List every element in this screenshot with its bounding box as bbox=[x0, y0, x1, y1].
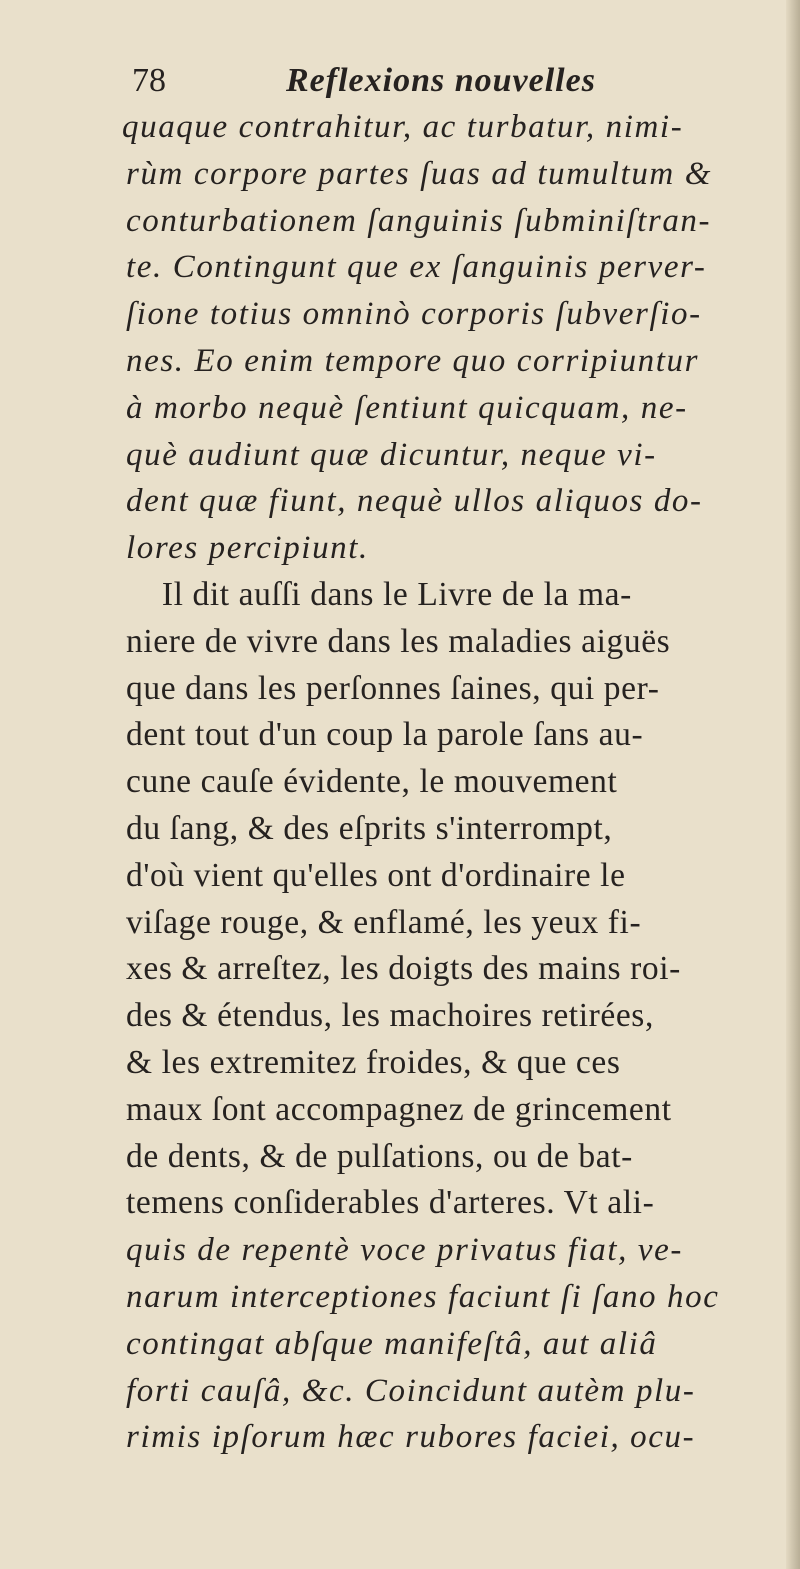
text-line: ſione totius omninò corporis ſubverſio- bbox=[126, 296, 702, 333]
text-line: des & étendus, les machoires retirées, bbox=[126, 997, 654, 1035]
text-line: quaque contrahitur, ac turbatur, nimi- bbox=[122, 109, 684, 145]
text-line: cune cauſe évidente, le mouvement bbox=[126, 763, 618, 801]
paragraph-start-line: Il dit auſſi dans le Livre de la ma- bbox=[126, 575, 632, 613]
body-text bbox=[120, 104, 795, 1461]
text-line: que dans les perſonnes ſaines, qui per- bbox=[126, 669, 660, 707]
text-line: temens conſiderables d'arteres. Vt ali- bbox=[126, 1184, 655, 1222]
text-line: te. Contingunt que ex ſanguinis perver- bbox=[126, 249, 707, 286]
text-line: forti cauſâ, &c. Coincidunt autèm plu- bbox=[126, 1372, 696, 1409]
text-line: dent tout d'un coup la parole ſans au- bbox=[126, 716, 644, 754]
text-line: viſage rouge, & enflamé, les yeux fi- bbox=[126, 903, 642, 941]
text-line: à morbo nequè ſentiunt quicquam, ne- bbox=[126, 389, 688, 426]
text-line: & les extremitez froides, & que ces bbox=[126, 1043, 621, 1081]
text-line: du ſang, & des eſprits s'interrompt, bbox=[126, 809, 613, 847]
text-line: conturbationem ſanguinis ſubminiſtran- bbox=[126, 202, 712, 239]
text-line: què audiunt quæ dicuntur, neque vi- bbox=[126, 436, 657, 473]
text-line: de dents, & de pulſations, ou de bat- bbox=[126, 1137, 633, 1175]
text-line: quis de repentè voce privatus fiat, ve- bbox=[126, 1232, 683, 1269]
text-line: narum interceptiones faciunt ſi ſano hoc bbox=[126, 1278, 720, 1315]
text-line: niere de vivre dans les maladies aiguës bbox=[126, 622, 671, 660]
running-title: Reflexions nouvelles bbox=[286, 62, 596, 99]
page-header bbox=[132, 58, 772, 104]
text-line: lores percipiunt. bbox=[126, 530, 369, 567]
text-line: maux ſont accompagnez de grincement bbox=[126, 1090, 672, 1128]
text-line: rimis ipſorum hæc rubores faciei, ocu- bbox=[126, 1419, 696, 1456]
text-line: contingat abſque manifeſtâ, aut aliâ bbox=[126, 1325, 658, 1362]
page-number: 78 bbox=[132, 62, 166, 99]
text-line: rùm corpore partes ſuas ad tumultum & bbox=[126, 155, 712, 192]
text-line: d'où vient qu'elles ont d'ordinaire le bbox=[126, 856, 626, 894]
text-line: nes. Eo enim tempore quo corripiuntur bbox=[126, 342, 700, 379]
text-line: xes & arreſtez, les doigts des mains roi- bbox=[126, 950, 681, 988]
text-line: dent quæ fiunt, nequè ullos aliquos do- bbox=[126, 483, 703, 520]
